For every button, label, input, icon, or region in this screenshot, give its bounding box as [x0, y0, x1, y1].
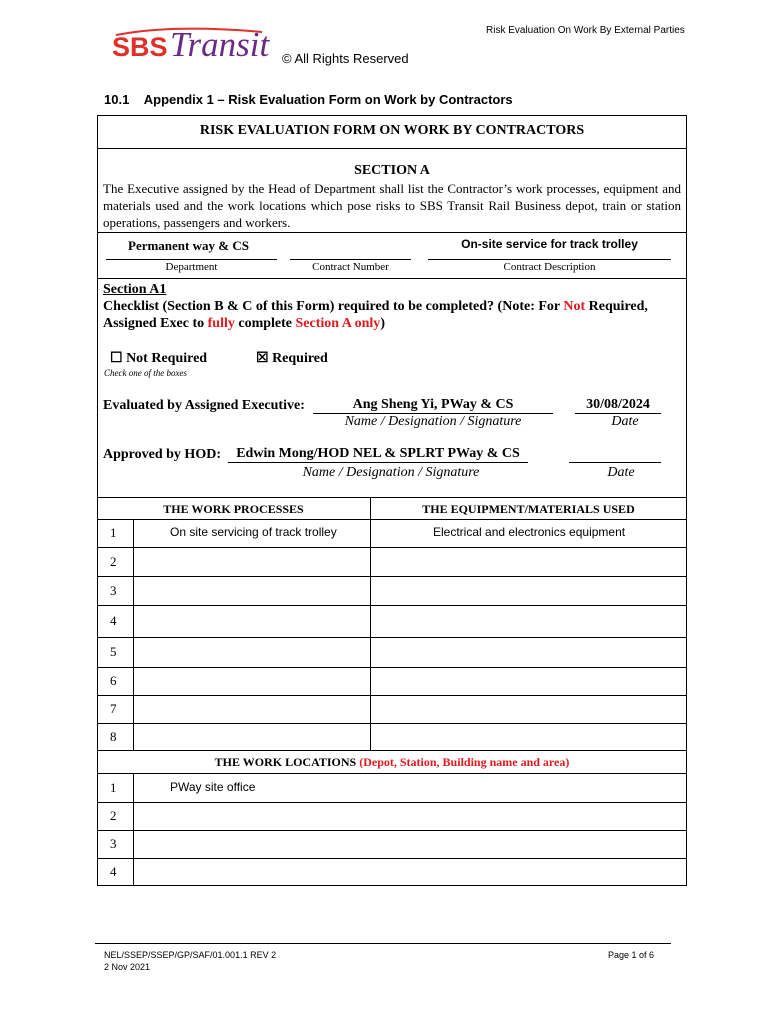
required-option[interactable]: [256, 350, 328, 367]
row-divider: [97, 830, 687, 831]
divider: [97, 750, 687, 751]
work-process-cell[interactable]: On site servicing of track trolley: [170, 525, 337, 539]
work-processes-header: THE WORK PROCESSES: [163, 502, 304, 516]
name-designation-caption: Name / Designation / Signature: [302, 465, 480, 480]
divider: [97, 519, 687, 520]
checked-box-icon[interactable]: ☒: [256, 351, 269, 366]
evaluated-by-label: Evaluated by Assigned Executive:: [103, 398, 305, 413]
document-reference: NEL/SSEP/SSEP/GP/SAF/01.001.1 REV 2: [104, 950, 277, 960]
divider: [97, 232, 687, 233]
work-location-cell[interactable]: PWay site office: [170, 779, 256, 794]
form-title: RISK EVALUATION FORM ON WORK BY CONTRACTORS: [199, 123, 585, 138]
row-number: 4: [110, 613, 117, 628]
row-divider: [97, 723, 687, 724]
row-number: 2: [110, 808, 117, 823]
name-designation-caption: Name / Designation / Signature: [344, 414, 522, 429]
section-a1-heading: Section A1: [103, 282, 167, 297]
logo-transit-text: Transit: [170, 25, 270, 64]
row-divider: [97, 802, 687, 803]
contract-description-value: On-site service for track trolley: [461, 237, 638, 251]
evaluated-name: Ang Sheng Yi, PWay & CS: [352, 397, 514, 412]
date-caption: Date: [607, 465, 635, 480]
evaluated-date: 30/08/2024: [586, 397, 650, 412]
row-divider: [97, 605, 687, 606]
row-divider: [97, 858, 687, 859]
checklist-question: [103, 298, 681, 332]
unchecked-box-icon[interactable]: ☐: [110, 351, 123, 366]
row-divider: [97, 576, 687, 577]
logo-sbs-text: SBS: [112, 32, 168, 62]
checkbox-hint: Check one of the boxes: [104, 368, 187, 378]
document-date: 2 Nov 2021: [104, 962, 151, 972]
equipment-underline: [388, 547, 462, 548]
row-number: 6: [110, 673, 117, 688]
rights-notice: © All Rights Reserved: [282, 51, 409, 66]
work-locations-title: THE WORK LOCATIONS: [214, 755, 360, 769]
approved-name: Edwin Mong/HOD NEL & SPLRT PWay & CS: [236, 446, 520, 461]
divider: [97, 278, 687, 279]
page-number: Page 1 of 6: [608, 950, 655, 960]
divider: [97, 773, 687, 774]
row-divider: [97, 695, 687, 696]
section-a-intro: The Executive assigned by the Head of Department shall list the Contractor’s work processes, equipment and materials used and the work locations which pose risks to SBS Transit Rail Business depot, train or station operations, passengers and workers.: [103, 181, 681, 230]
row-divider: [97, 637, 687, 638]
date-caption: Date: [611, 414, 639, 429]
department-caption: Department: [165, 261, 218, 273]
contract-description-underline: [428, 259, 671, 260]
row-number: 3: [110, 836, 117, 851]
not-required-label: Not Required: [126, 351, 208, 366]
row-number: 5: [110, 644, 117, 659]
divider: [97, 148, 687, 149]
row-number: 1: [110, 525, 117, 540]
checklist-text: ): [380, 316, 385, 331]
row-number: 2: [110, 553, 117, 569]
contract-number-underline: [290, 259, 411, 260]
divider: [97, 497, 687, 498]
checklist-text: complete: [234, 316, 296, 331]
document-header-title: Risk Evaluation On Work By External Parties: [486, 25, 685, 36]
checklist-fully: fully: [207, 316, 235, 331]
approved-by-label: Approved by HOD:: [103, 447, 221, 462]
department-value: Permanent way & CS: [128, 238, 249, 253]
checklist-text: Required, Assigned Exec to: [103, 299, 648, 331]
row-number: 7: [110, 701, 117, 716]
required-label: Required: [272, 351, 328, 366]
row-divider: [97, 667, 687, 668]
footer-divider: [95, 943, 671, 944]
column-divider: [133, 519, 134, 750]
row-number: 1: [110, 779, 117, 795]
checklist-section-a-only: Section A only: [295, 316, 381, 331]
contract-number-caption: Contract Number: [312, 261, 389, 273]
work-locations-header: [97, 755, 687, 770]
row-number: 3: [110, 582, 117, 598]
contract-description-caption: Contract Description: [503, 261, 596, 273]
equipment-cell[interactable]: Electrical and electronics equipment: [433, 525, 626, 539]
equipment-header: THE EQUIPMENT/MATERIALS USED: [422, 502, 635, 516]
department-underline: [106, 259, 277, 260]
column-divider: [370, 497, 371, 750]
approved-name-underline: [228, 462, 528, 463]
not-required-option[interactable]: [110, 350, 207, 367]
work-locations-subtitle: (Depot, Station, Building name and area): [359, 755, 570, 769]
checklist-text: Checklist (Section B & C of this Form) required to be completed? (Note: For: [103, 299, 564, 314]
row-number: 4: [110, 864, 117, 879]
approved-date-underline: [569, 462, 661, 463]
section-a-heading: SECTION A: [354, 163, 430, 178]
row-number: 8: [110, 728, 117, 744]
sbs-transit-logo: [108, 22, 280, 68]
section-heading: 10.1 Appendix 1 – Risk Evaluation Form on Work by Contractors: [104, 92, 513, 107]
checklist-not: Not: [563, 299, 586, 314]
